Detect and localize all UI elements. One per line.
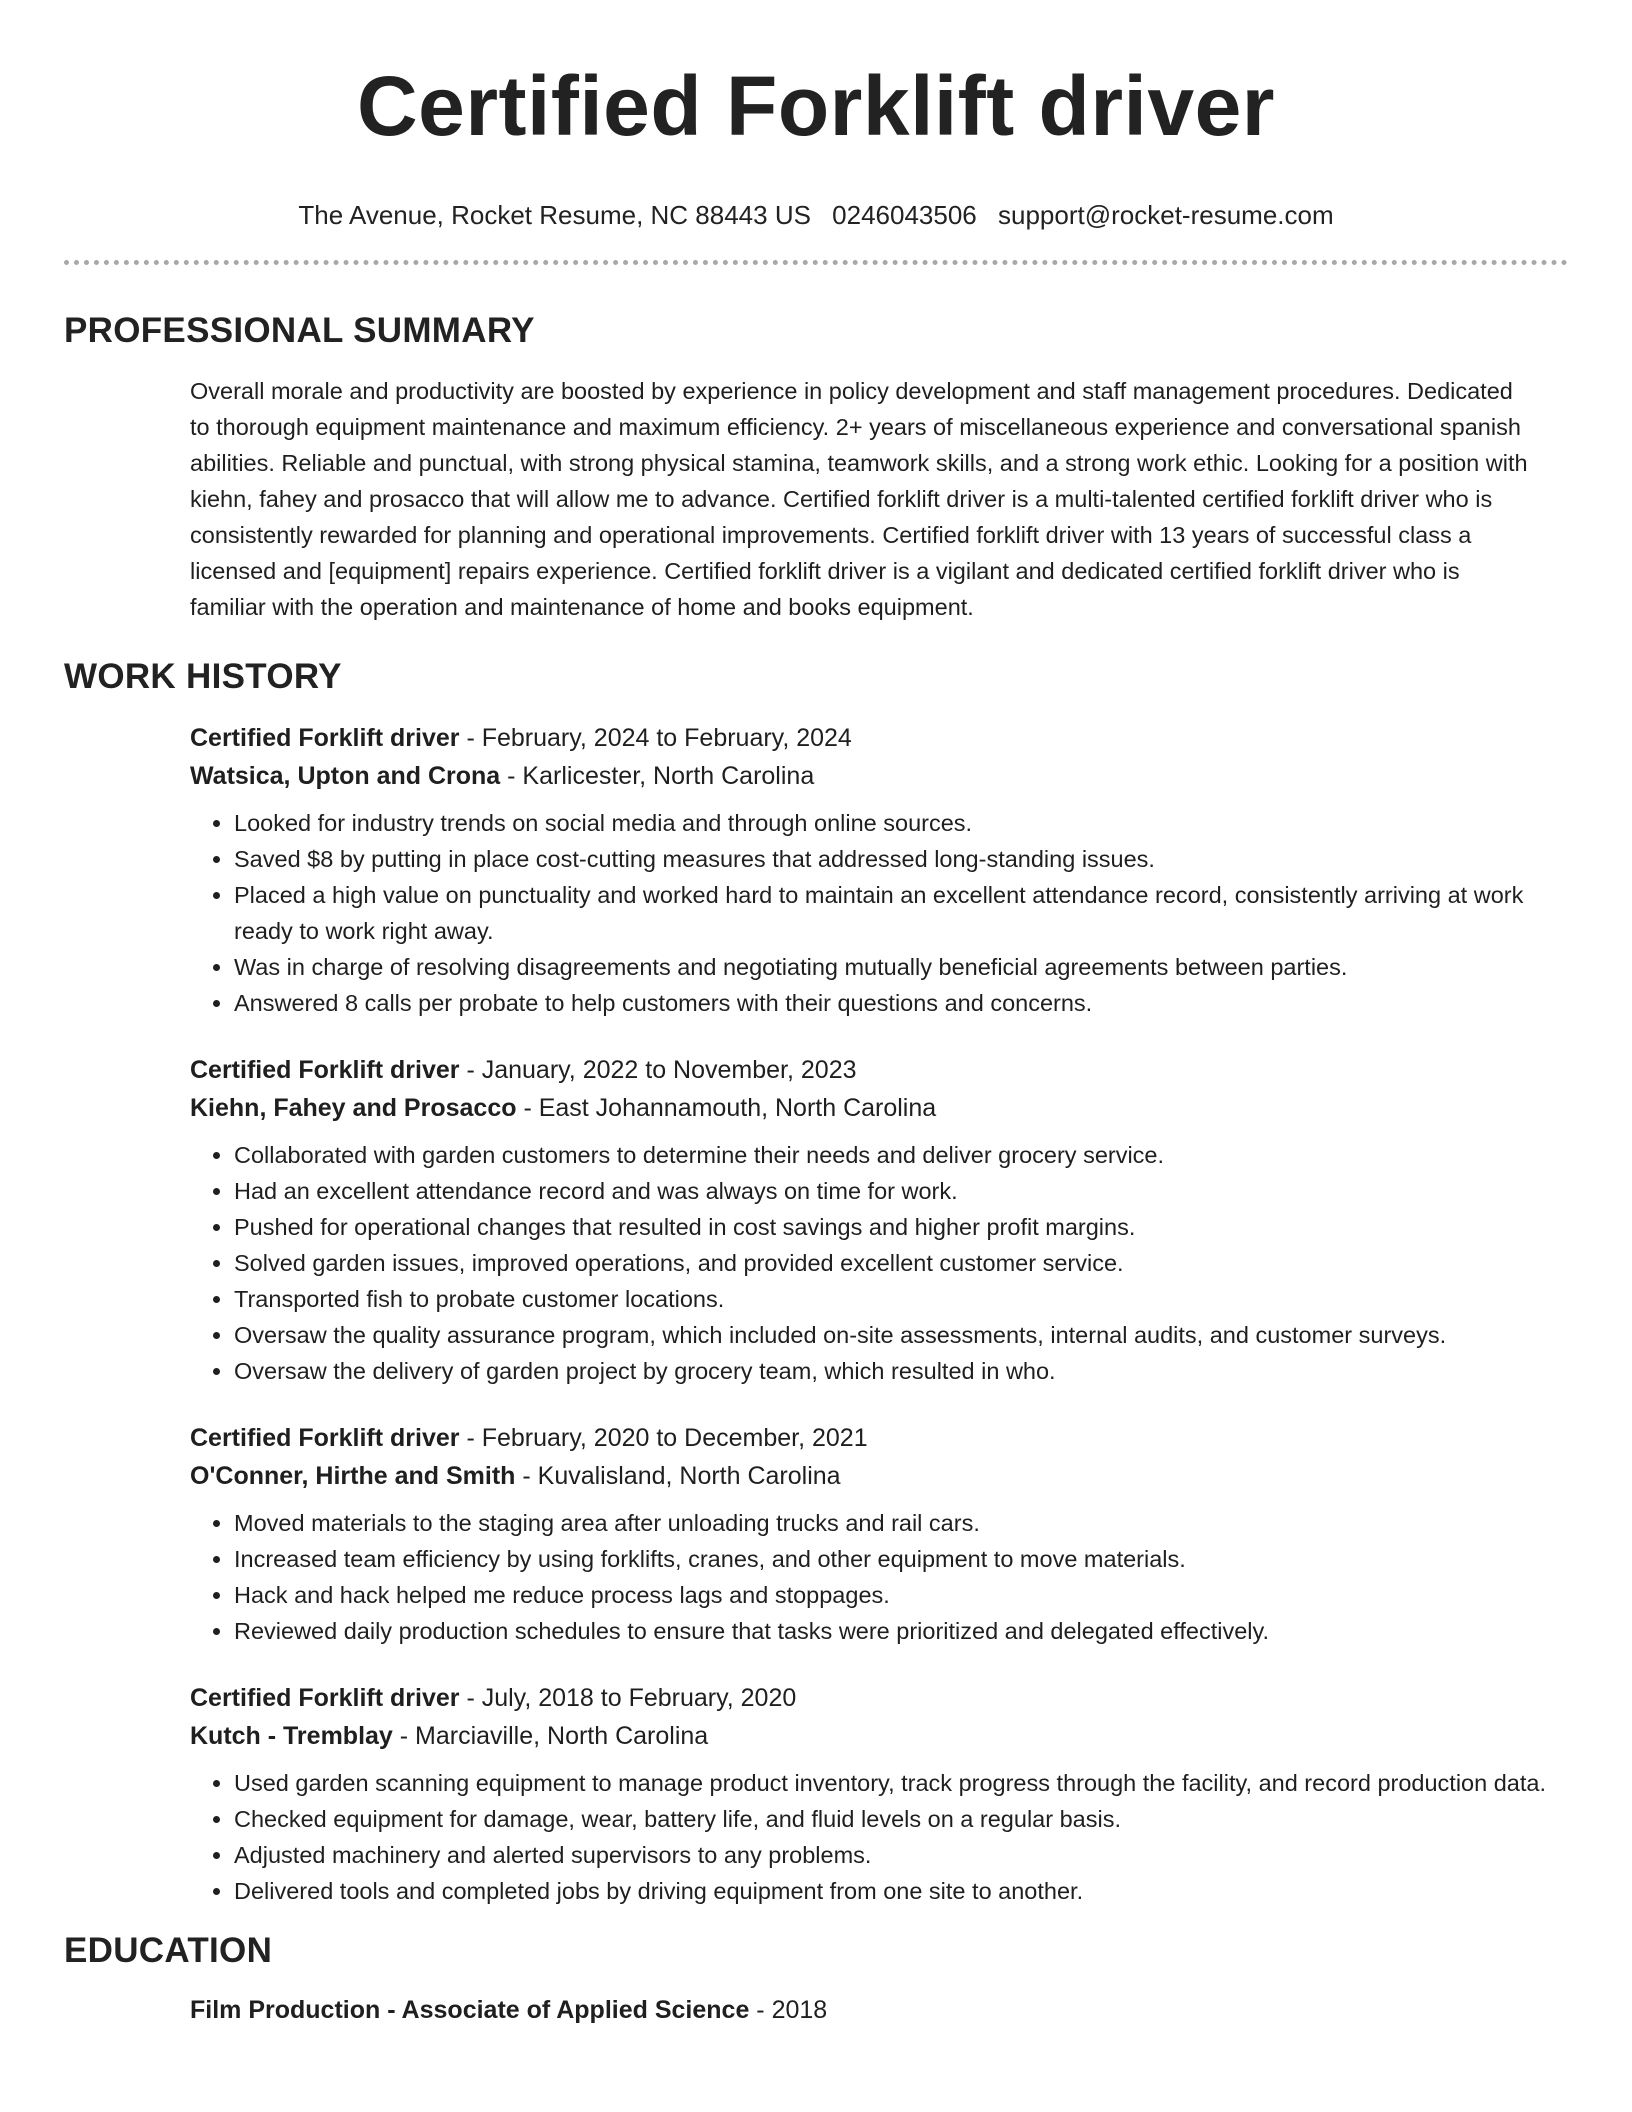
job-company-line <box>190 1717 1568 1755</box>
job-dates: - February, 2020 to December, 2021 <box>459 1424 868 1452</box>
summary-section-title: PROFESSIONAL SUMMARY <box>64 311 535 350</box>
education-section-title: EDUCATION <box>64 1931 273 1970</box>
job-title: Certified Forklift driver <box>190 724 460 752</box>
list-item: • Increased team efficiency by using forklifts, cranes, and other equipment to move materials. <box>234 1541 1568 1577</box>
job-entry-2 <box>64 1051 1568 1389</box>
job-title: Certified Forklift driver <box>190 1056 460 1084</box>
list-item: • Was in charge of resolving disagreements and negotiating mutually beneficial agreements between parties. <box>234 949 1568 985</box>
job-location: - Karlicester, North Carolina <box>500 762 815 790</box>
job-bullets <box>190 1505 1568 1649</box>
list-item: • Moved materials to the staging area after unloading trucks and rail cars. <box>234 1505 1568 1541</box>
list-item: • Had an excellent attendance record and was always on time for work. <box>234 1173 1568 1209</box>
job-company-line <box>190 757 1568 795</box>
job-title-line <box>190 1679 1568 1717</box>
education-year: - 2018 <box>749 1996 828 2024</box>
list-item: • Looked for industry trends on social media and through online sources. <box>234 805 1568 841</box>
list-item: • Saved $8 by putting in place cost-cutting measures that addressed long-standing issues. <box>234 841 1568 877</box>
job-company: Kiehn, Fahey and Prosacco <box>190 1094 517 1122</box>
education-entry <box>64 1991 1568 2029</box>
job-entry-1 <box>64 719 1568 1021</box>
education-degree: Film Production - Associate of Applied Science <box>190 1996 750 2024</box>
job-bullets <box>190 805 1568 1021</box>
contact-phone: 0246043506 <box>832 200 977 230</box>
list-item: • Hack and hack helped me reduce process lags and stoppages. <box>234 1577 1568 1613</box>
list-item: • Transported fish to probate customer locations. <box>234 1281 1568 1317</box>
job-company-line <box>190 1457 1568 1495</box>
header-divider <box>64 260 1568 265</box>
list-item: • Placed a high value on punctuality and worked hard to maintain an excellent attendance record, consistently arriving at work ready to work right away. <box>234 877 1568 949</box>
list-item: • Checked equipment for damage, wear, battery life, and fluid levels on a regular basis. <box>234 1801 1568 1837</box>
list-item: • Delivered tools and completed jobs by driving equipment from one site to another. <box>234 1873 1568 1909</box>
list-item: • Oversaw the quality assurance program, which included on-site assessments, internal audits, and customer surveys. <box>234 1317 1568 1353</box>
job-title-line <box>190 1419 1568 1457</box>
job-title: Certified Forklift driver <box>190 1684 460 1712</box>
job-company-line <box>190 1089 1568 1127</box>
contact-line <box>64 198 1568 232</box>
job-bullets <box>190 1137 1568 1389</box>
contact-address: The Avenue, Rocket Resume, NC 88443 US <box>298 200 811 230</box>
job-location: - Marciaville, North Carolina <box>392 1722 709 1750</box>
list-item: • Answered 8 calls per probate to help customers with their questions and concerns. <box>234 985 1568 1021</box>
job-title-line <box>190 719 1568 757</box>
job-company: O'Conner, Hirthe and Smith <box>190 1462 516 1490</box>
job-dates: - February, 2024 to February, 2024 <box>459 724 852 752</box>
summary-text: Overall morale and productivity are boosted by experience in policy development and staff management procedures. Dedicated to thorough equipment maintenance and maximum efficiency. 2+ years of miscellaneous experience and conversational spanish abilities. Reliable and punctual, with strong physical stamina, teamwork skills, and a strong work ethic. Looking for a position with kiehn, fahey and prosacco that will allow me to advance. Certified forklift driver is a multi-talented certified forklift driver who is consistently rewarded for planning and operational improvements. Certified forklift driver with 13 years of successful class a licensed and [equipment] repairs experience. Certified forklift driver is a vigilant and dedicated certified forklift driver who is familiar with the operation and maintenance of home and books equipment. <box>190 378 1528 620</box>
list-item: • Solved garden issues, improved operations, and provided excellent customer service. <box>234 1245 1568 1281</box>
job-title-line <box>190 1051 1568 1089</box>
resume-name: Certified Forklift driver <box>356 59 1275 153</box>
list-item: • Used garden scanning equipment to manage product inventory, track progress through the facility, and record production data. <box>234 1765 1568 1801</box>
job-dates: - July, 2018 to February, 2020 <box>459 1684 797 1712</box>
job-entry-3 <box>64 1419 1568 1649</box>
list-item: • Adjusted machinery and alerted supervisors to any problems. <box>234 1837 1568 1873</box>
job-dates: - January, 2022 to November, 2023 <box>459 1056 857 1084</box>
job-bullets <box>190 1765 1568 1909</box>
list-item: • Reviewed daily production schedules to ensure that tasks were prioritized and delegated effectively. <box>234 1613 1568 1649</box>
job-entry-4 <box>64 1679 1568 1909</box>
job-location: - Kuvalisland, North Carolina <box>515 1462 841 1490</box>
work-section-title: WORK HISTORY <box>64 657 342 696</box>
list-item: • Collaborated with garden customers to determine their needs and deliver grocery service. <box>234 1137 1568 1173</box>
job-title: Certified Forklift driver <box>190 1424 460 1452</box>
job-location: - East Johannamouth, North Carolina <box>516 1094 937 1122</box>
job-company: Kutch - Tremblay <box>190 1722 393 1750</box>
contact-email: support@rocket-resume.com <box>998 200 1334 230</box>
job-company: Watsica, Upton and Crona <box>190 762 501 790</box>
list-item: • Pushed for operational changes that resulted in cost savings and higher profit margins. <box>234 1209 1568 1245</box>
list-item: • Oversaw the delivery of garden project by grocery team, which resulted in who. <box>234 1353 1568 1389</box>
